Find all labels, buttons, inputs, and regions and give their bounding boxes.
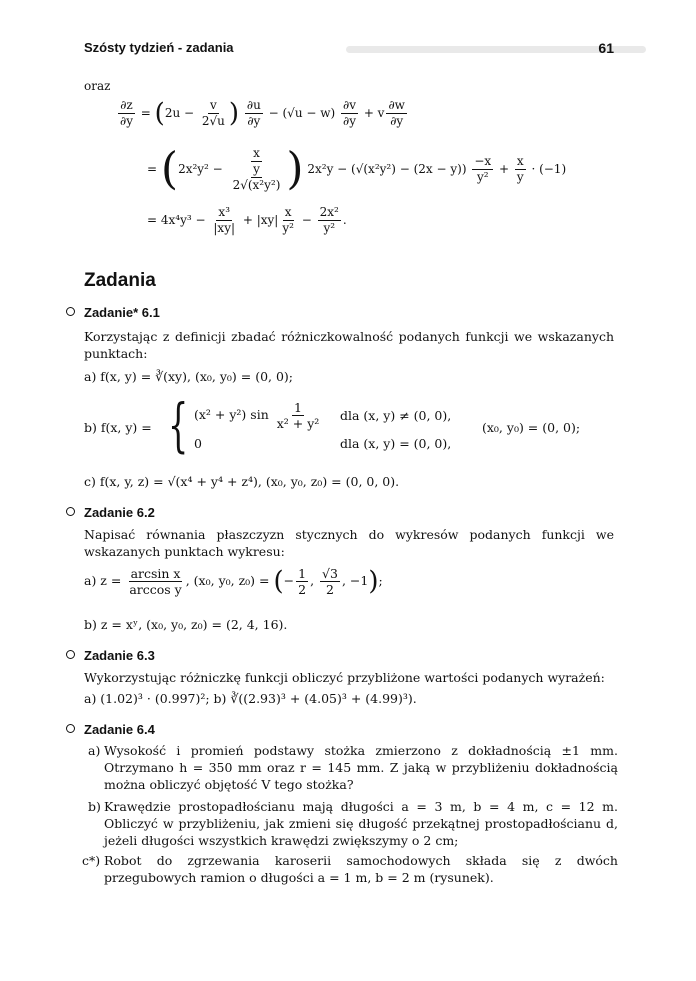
exercise-6-3-ab: a) (1.02)³ · (0.997)²; b) ∛((2.93)³ + (4.05)³ + (4.99)³). [84,691,417,706]
exercise-6-4-heading: Zadanie 6.4 [66,722,155,737]
running-header [84,40,614,60]
derivation-line-1: $\frac{\partial z}{\partial y}$ = (2u − $\frac{v}{2√u}$ ) $\frac{\partial u}{\partial y}$ − (√u − w) $\frac{\partial v}{\partial y}$ + v $\frac{\partial w}{\partial y}$ [120,98,405,129]
exercise-6-4-a: a) Wysokość i promień podstawy stożka zmierzono z dokładnością ±1 mm. Otrzymano h = 350 mm oraz r = 145 mm. Z jaką w przybliżeniu dokładnością można obliczyć objętość V tego stożka? [88,743,618,792]
header-title: Szósty tydzień - zadania [84,40,234,55]
bullet-circle-icon [66,724,75,733]
exercise-6-1-a: a) f(x, y) = ∛(xy), (x₀, y₀) = (0, 0); [84,369,294,384]
section-title: Zadania [84,270,156,291]
exercise-6-4-b: b) Krawędzie prostopadłościanu mają długości a = 3 m, b = 4 m, c = 12 m. Obliczyć w przybliżeniu, jak zmieni się długość przekątnej prostopadłościanu d, jeżeli długości wszystkich krawędzi zwiększymy o 2 cm; [88,799,618,848]
bullet-circle-icon [66,307,75,316]
exercise-6-3-text: Wykorzystując różniczkę funkcji obliczyć przybliżone wartości podanych wyrażeń: [84,670,605,685]
dz-dy-fraction: $\frac{\partial z}{\partial y}$ [120,98,133,128]
exercise-6-4-c: c*) Robot do zgrzewania karoserii samochodowych składa się z dwóch przegubowych ramion o długości a = 1 m, b = 2 m (rysunek). [82,853,618,885]
intro-word: oraz [84,79,111,93]
exercise-6-2-heading: Zadanie 6.2 [66,505,155,520]
bullet-circle-icon [66,507,75,516]
page: Szósty tydzień - zadania 61 oraz $\frac{\partial z}{\partial y}$ = (2u − $\frac{v}{2√u}$ ) $\frac{\partial u}{\partial y}$ − (√u − w) $\frac{\partial v}{\partial y}$ + v $\frac{\partial w}{\partial y}$ = (2x²y² − $\frac{x}{\frac{y}{\text{2√(x²y²)}}}$ ) 2x²y − (√(x²y²) − (2x − y)) $\frac{-x}{\text{y²}}$ + $\frac{x}{y}$ · (−1) = 4x⁴y³ − $\frac{\text{x³}}{|xy|}$ + |xy| $\frac{x}{\text{y²}}$ − $\frac{\text{2x²}}{\text{y²}}$ . Zadania Zadanie* 6.1 Korzystając z definicji zbadać różniczkowalność podanych funkcji we wskazanych punktach: a) f(x, y) = ∛(xy), (x₀, y₀) = (0, 0); b) f(x, y) = { (x² + y²) sin $\frac{1}{\text{x² + y²}}$ dla (x, y) ≠ (0, 0), 0 dla (x, y) = (0, 0), (x₀, y₀) = (0, 0); c) f(x, y, z) = √(x⁴ + y⁴ + z⁴), (x₀, y₀, z₀) = (0, 0, 0). Zadanie 6.2 Napisać równania płaszczyzn stycznych do wykresów podanych funkcji we wskazanych punktach wykresu: a) z = $\frac{\text{arcsin x}}{\text{arccos y}}$ , (x₀, y₀, z₀) = (− $\frac{1}{2}$ , $\frac{√3}{2}$ , −1); b) z = xʸ, (x₀, y₀, z₀) = (2, 4, 16). Zadanie 6.3 Wykorzystując różniczkę funkcji obliczyć przybliżone wartości podanych wyrażeń: a) (1.02)³ · (0.997)²; b) ∛((2.93)³ + (4.05)³ + (4.99)³). Zadanie 6.4 a) Wysokość i promień podstawy stożka zmierzono z dokładnością ±1 mm. Otrzymano h = 350 mm oraz r = 145 mm. Z jaką w przybliżeniu dokładnością można obliczyć objętość V tego stożka? b) Krawędzie prostopadłościanu mają długości a = 3 m, b = 4 m, c = 12 m. Obliczyć w przybliżeniu, jak zmieni się długość przekątnej prostopadłościanu d, jeżeli długości wszystkich krawędzi zwiększymy o 2 cm; c*) Robot do zgrzewania karoserii samochodowych składa się z dwóch przegubowych ramion o długości a = 1 m, b = 2 m (rysunek). [0,0,696,981]
exercise-6-2-b: b) z = xʸ, (x₀, y₀, z₀) = (2, 4, 16). [84,617,288,632]
exercise-6-3-heading: Zadanie 6.3 [66,648,155,663]
page-number: 61 [598,40,614,56]
derivation-line-3: = 4x⁴y³ − $\frac{\text{x³}}{|xy|}$ + |xy| $\frac{x}{\text{y²}}$ − $\frac{\text{2x²}}{\text{y²}}$ . [147,205,347,235]
exercise-6-2-text: Napisać równania płaszczyzn stycznych do wykresów podanych funkcji we wskazanych punktach wykresu: [84,527,614,559]
exercise-6-2-a: a) z = $\frac{\text{arcsin x}}{\text{arccos y}}$ , (x₀, y₀, z₀) = (− $\frac{1}{2}$ , $\frac{√3}{2}$ , −1); [84,566,383,597]
derivation-line-2: = (2x²y² − $\frac{x}{\frac{y}{\text{2√(x²y²)}}}$ ) 2x²y − (√(x²y²) − (2x − y)) $\frac{-x}{\text{y²}}$ + $\frac{x}{y}$ · (−1) [147,143,567,195]
exercise-6-1-c: c) f(x, y, z) = √(x⁴ + y⁴ + z⁴), (x₀, y₀, z₀) = (0, 0, 0). [84,474,400,489]
exercise-6-1-heading: Zadanie* 6.1 [66,305,160,320]
exercise-6-1-text: Korzystając z definicji zbadać różniczkowalność podanych funkcji we wskazanych punktach: [84,329,614,361]
bullet-circle-icon [66,650,75,659]
